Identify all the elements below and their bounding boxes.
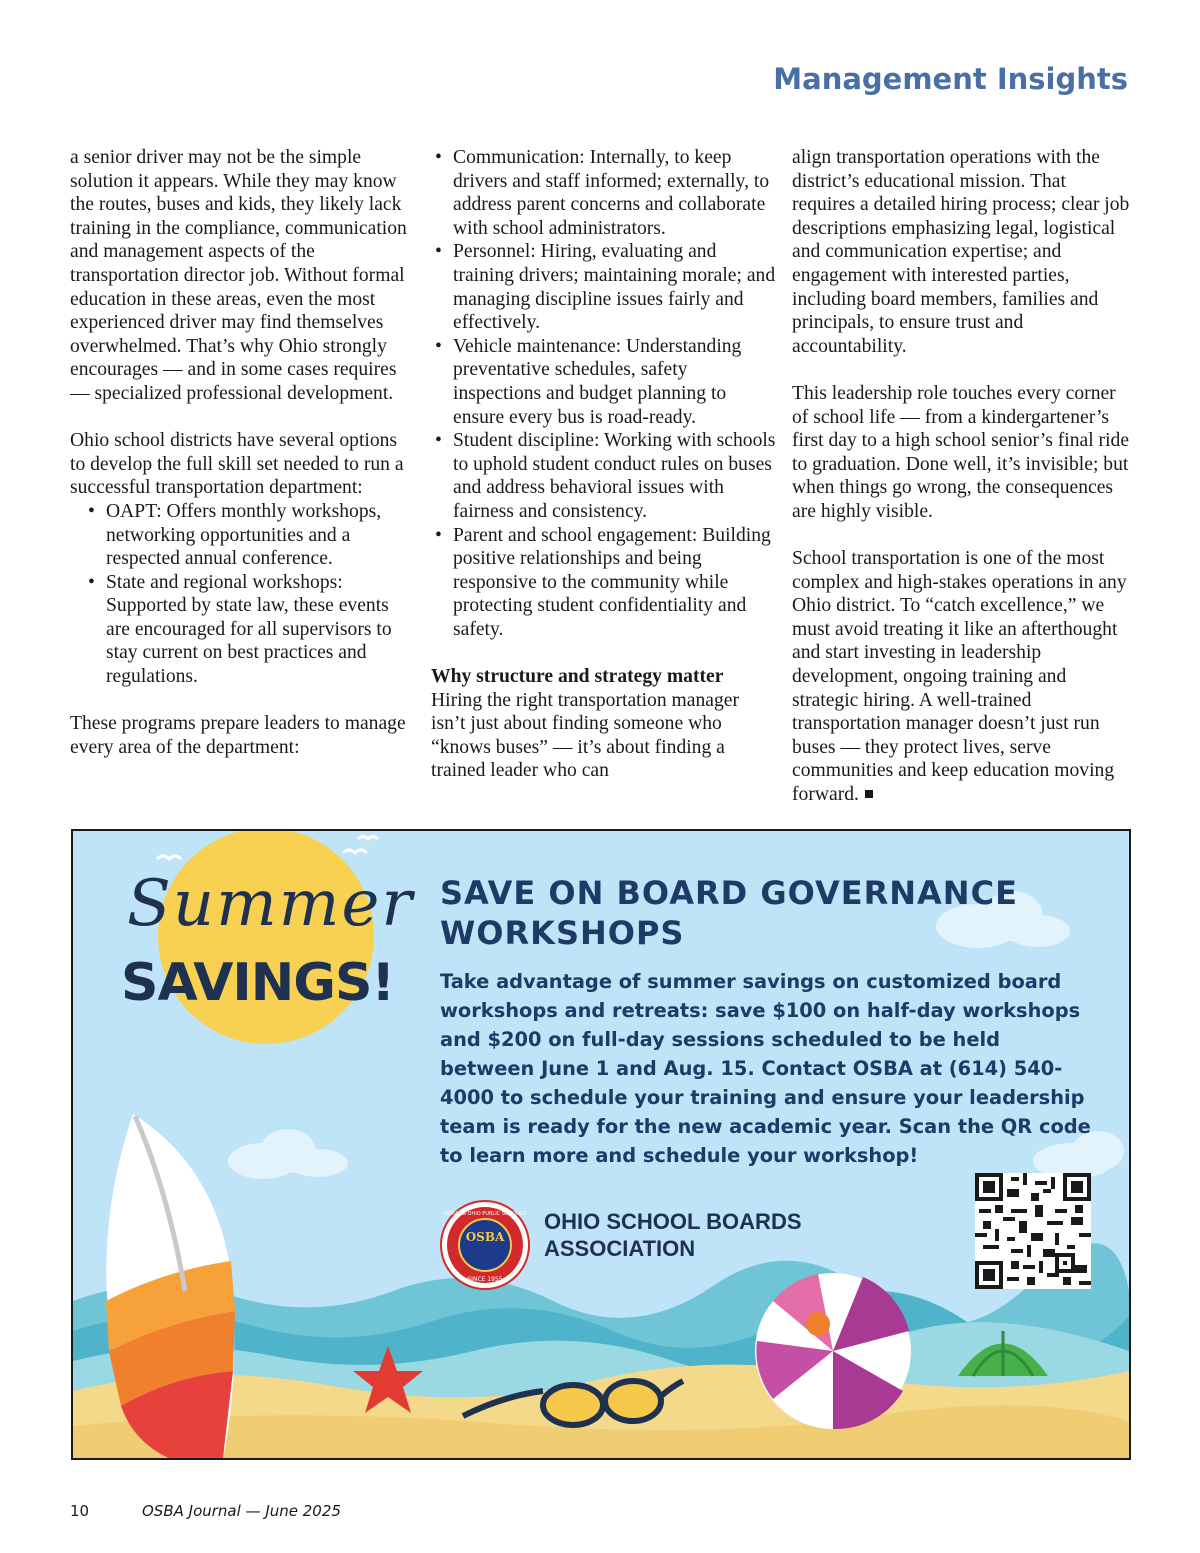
paragraph: These programs prepare leaders to manage every area of the department: <box>70 713 406 758</box>
osba-seal-logo <box>439 1199 531 1291</box>
article-column-3 <box>792 146 1132 807</box>
list-item: • Parent and school engagement: Building positive relationships and being responsive to the community while protecting student confidentiality and safety. <box>431 524 776 642</box>
article-column-1 <box>70 146 415 759</box>
ad-body: Take advantage of summer savings on customized board workshops and retreats: save $100 on half-day workshops and $200 on full-day sessions scheduled to be held between June 1 and Aug. 15. Contact OSBA at (614) 540-4000 to schedule your training and ensure your leadership team is ready for the new academic year. Scan the QR code to learn more and schedule your workshop! <box>440 970 1091 1167</box>
list-item: • Vehicle maintenance: Understanding preventative schedules, safety inspections and budget planning to ensure every bus is road-ready. <box>431 335 776 429</box>
page-number: 10 <box>70 1502 90 1520</box>
seal-top-text: SERVING OHIO PUBLIC SCHOOLS <box>443 1211 527 1217</box>
seal-bottom-text: SINCE 1955 <box>467 1276 503 1283</box>
paragraph: align transportation operations with the district’s educational mission. That requires a detailed hiring process; clear job descriptions emphasizing legal, logistical and communication expertise; and engagement with interested parties, including board members, families and principals, to ensure trust and accountability. <box>792 147 1130 357</box>
journal-name: OSBA Journal — June 2025 <box>142 1502 341 1520</box>
savings-headline: SAVINGS! <box>121 953 395 1013</box>
paragraph: School transportation is one of the most complex and high-stakes operations in any Ohio district. To “catch excellence,” we must avoid treating it like an afterthought and start investing in leadership development, ongoing training and strategic hiring. A well-trained transportation manager doesn’t just run buses — they protect lives, serve communities and keep education moving forward. <box>792 548 1127 806</box>
subheading: Why structure and strategy matter <box>431 666 724 688</box>
list-item: • Personnel: Hiring, evaluating and training drivers; maintaining morale; and managing discipline issues fairly and effectively. <box>431 240 776 334</box>
seal-letters: OSBA <box>465 1230 505 1244</box>
bullet-list <box>431 146 776 641</box>
end-mark-icon <box>865 790 873 798</box>
beach-ball-icon <box>755 1273 911 1429</box>
article-column-2 <box>431 146 776 783</box>
paragraph: Ohio school districts have several options to develop the full skill set needed to run a successful transportation department: <box>70 430 404 499</box>
bullet-list <box>70 500 415 689</box>
list-item: • State and regional workshops: Supported by state law, these events are encouraged for all supervisors to stay current on best practices and regulations. <box>84 571 415 689</box>
surfboard-icon <box>106 1114 235 1458</box>
ad-title: SAVE ON BOARD GOVERNANCE WORKSHOPS <box>440 874 1018 952</box>
org-name-line-1: OHIO SCHOOL BOARDS <box>544 1209 802 1234</box>
paragraph: Hiring the right transportation manager isn’t just about finding someone who “knows buses” — it’s about finding a trained leader who can <box>431 689 739 782</box>
qr-code[interactable] <box>975 1173 1091 1289</box>
osba-name <box>544 1208 802 1262</box>
paragraph: This leadership role touches every corner of school life — from a kindergartener’s first day to a high school senior’s final ride to graduation. Done well, it’s invisible; but when things go wrong, the consequences are highly visible. <box>792 382 1130 522</box>
paragraph: a senior driver may not be the simple solution it appears. While they may know the routes, buses and kids, they likely lack training in the compliance, communication and management aspects of the transportation director job. Without formal education in these areas, even the most experienced driver may find themselves overwhelmed. That’s why Ohio strongly encourages — and in some cases requires — specialized professional development. <box>70 147 407 404</box>
list-item: • OAPT: Offers monthly workshops, networking opportunities and a respected annual conference. <box>84 500 415 571</box>
summer-savings-ad <box>71 829 1131 1460</box>
summer-script-text: Summer <box>127 867 414 941</box>
list-item: • Student discipline: Working with schools to uphold student conduct rules on buses and address behavioral issues with fairness and consistency. <box>431 429 776 523</box>
section-header: Management Insights <box>773 62 1128 96</box>
list-item: • Communication: Internally, to keep drivers and staff informed; externally, to address parent concerns and collaborate with school administrators. <box>431 146 776 240</box>
org-name-line-2: ASSOCIATION <box>544 1236 696 1261</box>
